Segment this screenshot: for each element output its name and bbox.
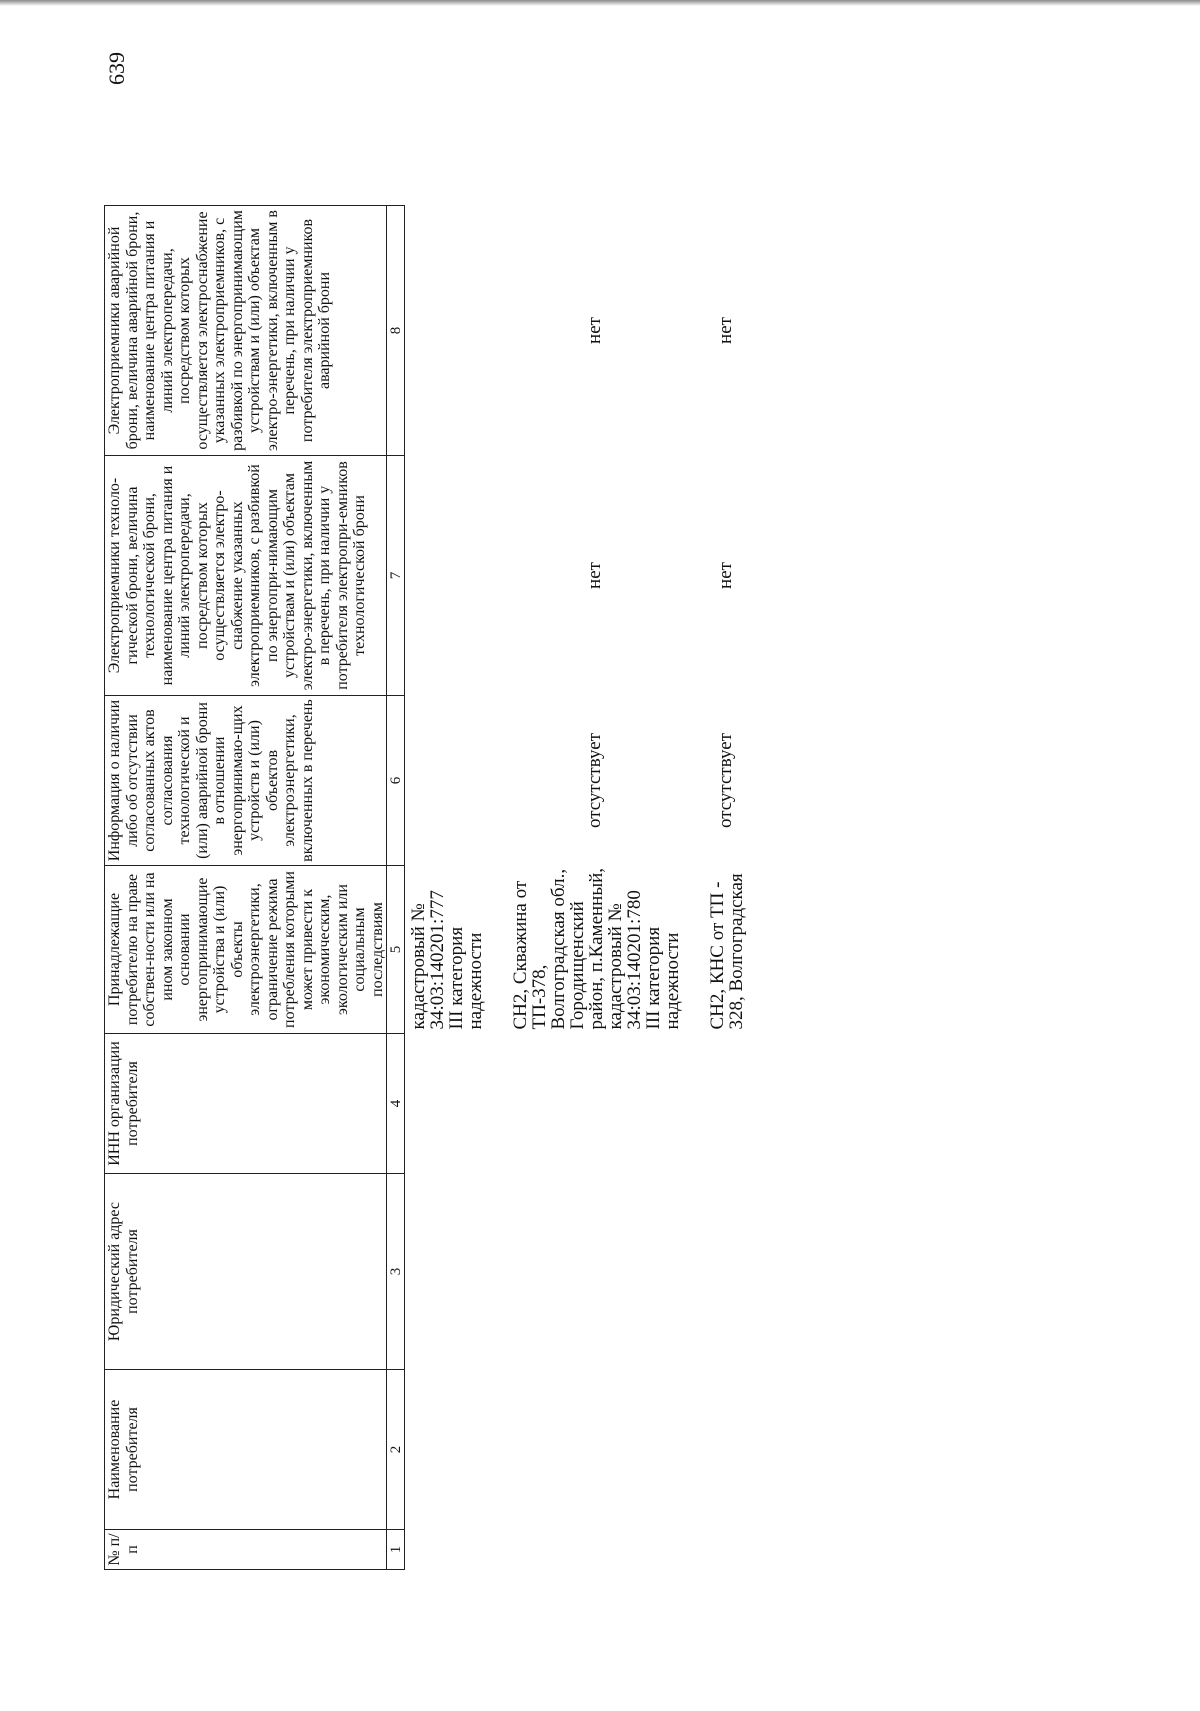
column-number: 1 bbox=[387, 1530, 405, 1570]
header-row bbox=[105, 206, 387, 1570]
objects-cell: СН2, КНС от ТП - 328, Волгоградская bbox=[707, 873, 747, 1030]
column-number-row bbox=[387, 206, 405, 1570]
acts-cell bbox=[405, 696, 486, 866]
column-number: 2 bbox=[387, 1370, 405, 1530]
header-cell-address: Юридический адрес потребителя bbox=[105, 1174, 387, 1370]
acts-cell: отсутствует bbox=[584, 732, 605, 829]
objects-cell: кадастровый № 34:03:140201:777 III категория надежности bbox=[408, 890, 486, 1030]
scan-top-edge bbox=[0, 0, 1200, 6]
emergency-reserve-cell: нет bbox=[584, 317, 605, 344]
column-number: 4 bbox=[387, 1034, 405, 1174]
tech-reserve-cell: нет bbox=[714, 562, 736, 589]
page-number: 639 bbox=[104, 52, 129, 85]
header-cell-emergency-reserve: Электроприемники аварийной брони, величина аварийной брони, наименование центра питания и линий электропередачи, посредством которых осуществляется электроснабжение указанных электроприемников, с разбивкой по энергопринимающим устройствам и (или) объектам электро-энергетики, включенным в перечень, при наличии у потребителя электроприемников аварийной брони bbox=[105, 206, 387, 456]
tech-reserve-cell: нет bbox=[584, 562, 605, 589]
header-cell-acts: Информация о наличии либо об отсутствии согласованных актов согласования технологической и (или) аварийной брони в отношении энергопринимаю-щих устройств и (или) объектов электроэнергетики, включенных в перечень bbox=[105, 696, 387, 866]
header-cell-name: Наименование потребителя bbox=[105, 1370, 387, 1530]
objects-cell: СН2, Скважина от ТП-378, Волгоградская обл., Городищенский район, п.Каменный, кадастровый № 34:03:140201:780 III категория надежности bbox=[510, 867, 683, 1030]
column-number: 3 bbox=[387, 1174, 405, 1370]
header-cell-tech-reserve: Электроприемники техноло-гической брони, величина технологической брони, наименование центра питания и линий электропередачи, посредством которых осуществляется электро-снабжение указанных электроприемников, с разбивкой по энергопри-нимающим устройствам и (или) объектам электро-энергетики, включенным в перечень, при наличии у потребителя электропри-емников технологической брони bbox=[105, 456, 387, 696]
emergency-reserve-cell bbox=[405, 206, 486, 456]
acts-cell: отсутствует bbox=[714, 732, 736, 829]
header-cell-num: № п/п bbox=[105, 1530, 387, 1570]
column-number: 8 bbox=[387, 206, 405, 456]
column-number: 5 bbox=[387, 866, 405, 1034]
header-cell-objects: Принадлежащие потребителю на праве собствен-ности или на ином законном основании энергопринимающие устройства и (или) объекты электроэнергетики, ограничение режима потребления которыми может привести к экономическим, экологическим или социальным последствиям bbox=[105, 866, 387, 1034]
consumer-table bbox=[104, 205, 746, 1570]
column-number: 7 bbox=[387, 456, 405, 696]
table-row bbox=[405, 206, 486, 1570]
table-row bbox=[704, 206, 746, 1570]
tech-reserve-cell bbox=[405, 456, 486, 696]
column-number: 6 bbox=[387, 696, 405, 866]
header-cell-inn: ИНН организации потребителя bbox=[105, 1034, 387, 1174]
emergency-reserve-cell: нет bbox=[714, 317, 736, 344]
table-row bbox=[507, 206, 682, 1570]
rotated-page bbox=[104, 52, 747, 1582]
